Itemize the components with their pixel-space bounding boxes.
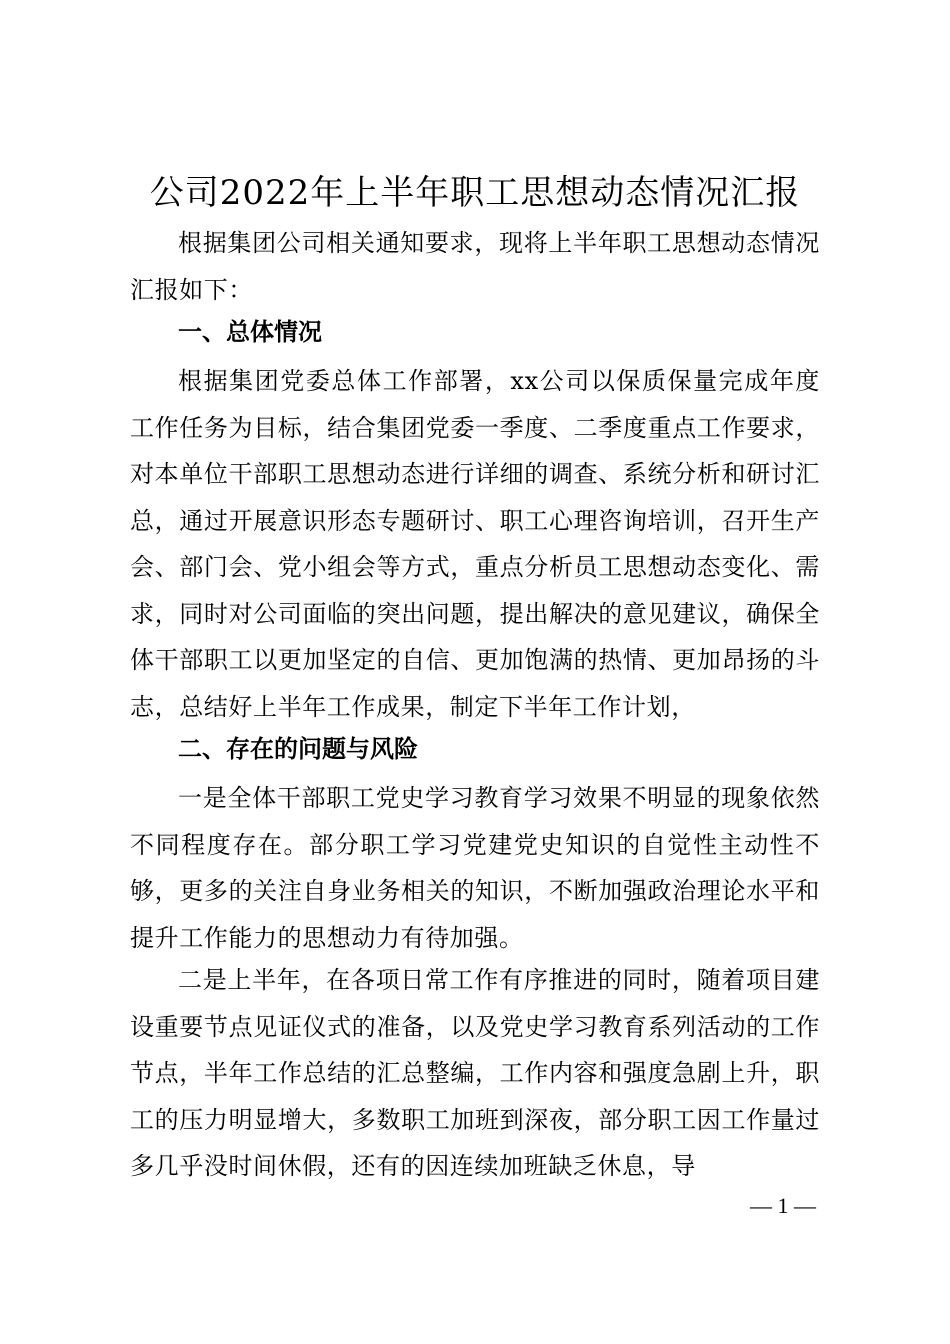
problem-paragraph-1: 一是全体干部职工党史学习教育学习效果不明显的现象依然不同程度存在。部分职工学习党建党史知识的自觉性主动性不够，更多的关注自身业务相关的知识，不断加强政治理论水平和提升工作能力的思想动力有待加强。 <box>130 784 820 952</box>
page-number: — 1 — <box>750 1193 816 1218</box>
overall-paragraph: 根据集团党委总体工作部署，xx公司以保质保量完成年度工作任务为目标，结合集团党委一季度、二季度重点工作要求，对本单位干部职工思想动态进行详细的调查、系统分析和研讨汇总，通过开展意识形态专题研讨、职工心理咨询培训，召开生产会、部门会、党小组会等方式，重点分析员工思想动态变化、需求，同时对公司面临的突出问题，提出解决的意见建议，确保全体干部职工以更加坚定的自信、更加饱满的热情、更加昂扬的斗志，总结好上半年工作成果，制定下半年工作计划， <box>130 367 820 721</box>
intro-paragraph: 根据集团公司相关通知要求，现将上半年职工思想动态情况汇报如下： <box>130 229 820 304</box>
document-title: 公司2022年上半年职工思想动态情况汇报 <box>149 173 801 213</box>
section-heading-problems: 二、存在的问题与风险 <box>178 735 418 763</box>
problem-paragraph-2: 二是上半年，在各项日常工作有序推进的同时，随着项目建设重要节点见证仪式的准备，以及党史学习教育系列活动的工作节点，半年工作总结的汇总整编，工作内容和强度急剧上升，职工的压力明显增大，多数职工加班到深夜，部分职工因工作量过多几乎没时间休假，还有的因连续加班缺乏休息，导 <box>130 966 820 1180</box>
section-heading-overall: 一、总体情况 <box>178 318 322 346</box>
